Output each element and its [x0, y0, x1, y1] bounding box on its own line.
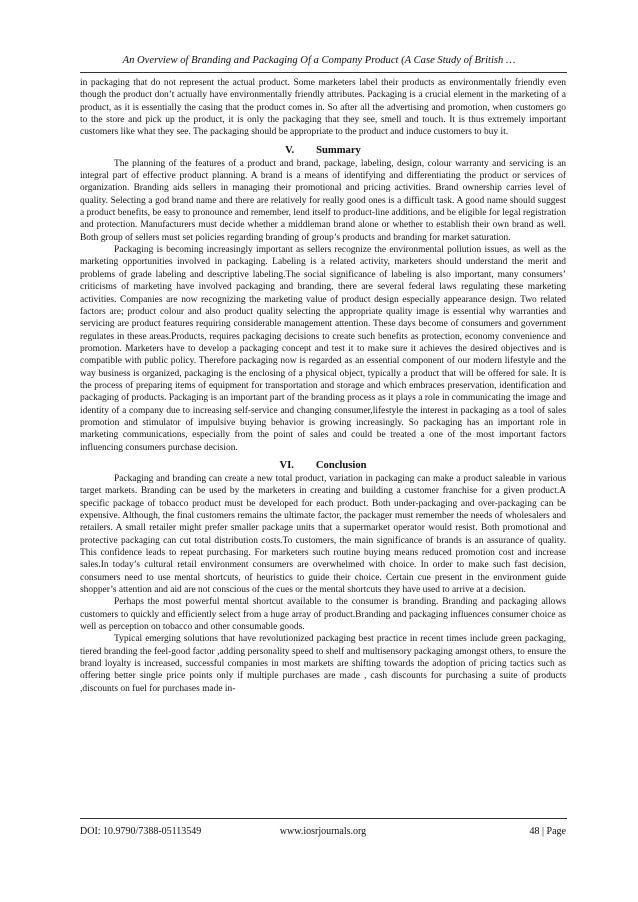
section-number: VI. — [279, 459, 294, 471]
summary-paragraph: Packaging is becoming increasingly important as sellers recognize the environmental pollution issues, as well as the marketing opportunities involved in packaging. Labeling is a related activity, marketers should understand the merit and problems of grade labeling and descriptive labeling.The social significance of labeling is also important, many consumers’ criticisms of marketing have involved packaging and branding, there are several federal laws regulating these marketing activities. Companies are now recognizing the marketing value of product design especially appearance design. Two related factors are; product colour and also product quality selecting the appropriate quality image is essential why warranties and servicing are product features requiring considerable management attention. These days become of consumers and government regulates in these areas.Products, requires packaging decisions to create such benefits as protection, economy convenience and promotion. Marketers have to develop a packaging concept and test it to make sure it achieves the desired objectives and is compatible with public policy. Therefore packaging now is regarded as an essential component of our modern lifestyle and the way business is organized, packaging is the enclosing of a physical object, typically a product that will be offered for sale. It is the process of preparing items of equipment for transportation and storage and which embraces preservation, identification and packaging of products. Packaging is an important part of the branding process as it plays a role in communicating the image and identity of a company due to increasing self-service and changing consumer,lifestyle the interest in packaging as a tool of sales promotion and stimulator of impulsive buying behavior is growing increasingly. So packaging has an important role in marketing communications, especially from the point of sales and could be treated a one of the most important factors influencing consumers purchase decision. — [80, 245, 566, 453]
footer-divider — [80, 818, 567, 819]
header-divider — [80, 72, 567, 73]
body-text — [80, 77, 566, 695]
section-heading-summary — [80, 144, 566, 157]
section-heading-conclusion — [80, 459, 566, 472]
running-header: An Overview of Branding and Packaging Of a Company Product (A Case Study of British … — [122, 55, 516, 66]
section-title: Summary — [316, 144, 361, 156]
section-number: V. — [285, 144, 295, 156]
intro-paragraph: in packaging that do not represent the actual product. Some marketers label their products as environmentally friendly even though the product don’t actually have environmentally friendly attributes. Packaging is a crucial element in the marketing of a product, as it is essentially the casing that the product comes in. So after all the advertising and promotion, when customers go to the store and pick up the product, it is only the packaging that they see, smell and touch. It is thus extremely important customers like what they see. The packaging should be appropriate to the product and induce customers to buy it. — [80, 78, 566, 138]
section-title: Conclusion — [315, 459, 367, 471]
page-number: 48 | Page — [529, 826, 566, 837]
summary-paragraph: The planning of the features of a product and brand, package, labeling, design, colour warranty and servicing is an integral part of effective product planning. A brand is a means of identifying and differentiating the product or services of organization. Branding aids sellers in managing their promotional and pricing activities. Brand ownership carries level of quality. Selecting a god brand name and there are relatively for really good ones is a difficult task. A good name should suggest a product benefits, be easy to pronounce and remember, lend itself to product-line additions, and be eligible for legal registration and protection. Manufacturers must decide whether a middleman brand alone or whether to establish their own brand as well. Both group of sellers must set policies regarding branding of group’s products and branding for market saturation. — [80, 158, 566, 243]
doi-text: DOI: 10.9790/7388-05113549 — [80, 826, 202, 837]
journal-website-link[interactable]: www.iosrjournals.org — [279, 826, 367, 837]
conclusion-paragraph: Packaging and branding can create a new total product, variation in packaging can make a product saleable in various target markets. Branding can be used by the marketers in creating and building a customer franchise for a given product.A specific package of tobacco product must be developed for each product. Both under-packaging and over-packaging can be expensive. Although, the final customers remains the ultimate factor, the packager must remember the needs of wholesalers and retailers. A small retailer might prefer smaller package units that a supermarket operator would resist. Both promotional and protective packaging can cut total distribution costs.To customers, the main significance of brands is an assurance of quality. This confidence leads to repeat purchasing. For marketers such routine buying means reduced promotion cost and increase sales.In today’s cultural retail environment consumers are overwhelmed with choice. In order to make such fast decision, consumers need to use mental shortcuts, of heuristics to guide their choice. Certain cue present in the environment guide shopper’s attention and aid are not conscious of the cues or the mental shortcuts they have used to arrive at a decision. — [80, 473, 566, 596]
conclusion-paragraph: Typical emerging solutions that have revolutionized packaging best practice in recent times include green packaging, tiered branding the feel-good factor ,adding personality speed to shelf and multisensory packaging amongst others, to ensure the brand loyalty is increased, successful companies in most markets are shifting towards the adoption of pricing tactics such as offering better single price points only if multiple purchases are made , cash discounts for purchasing a suite of products ,discounts on fuel for purchases made in- — [80, 634, 566, 694]
conclusion-paragraph: Perhaps the most powerful mental shortcut available to the consumer is branding. Branding and packaging allows customers to quickly and efficiently select from a huge array of product.Branding and packaging influences consumer choice as well as perception on tobacco and other consumable goods. — [80, 597, 566, 633]
